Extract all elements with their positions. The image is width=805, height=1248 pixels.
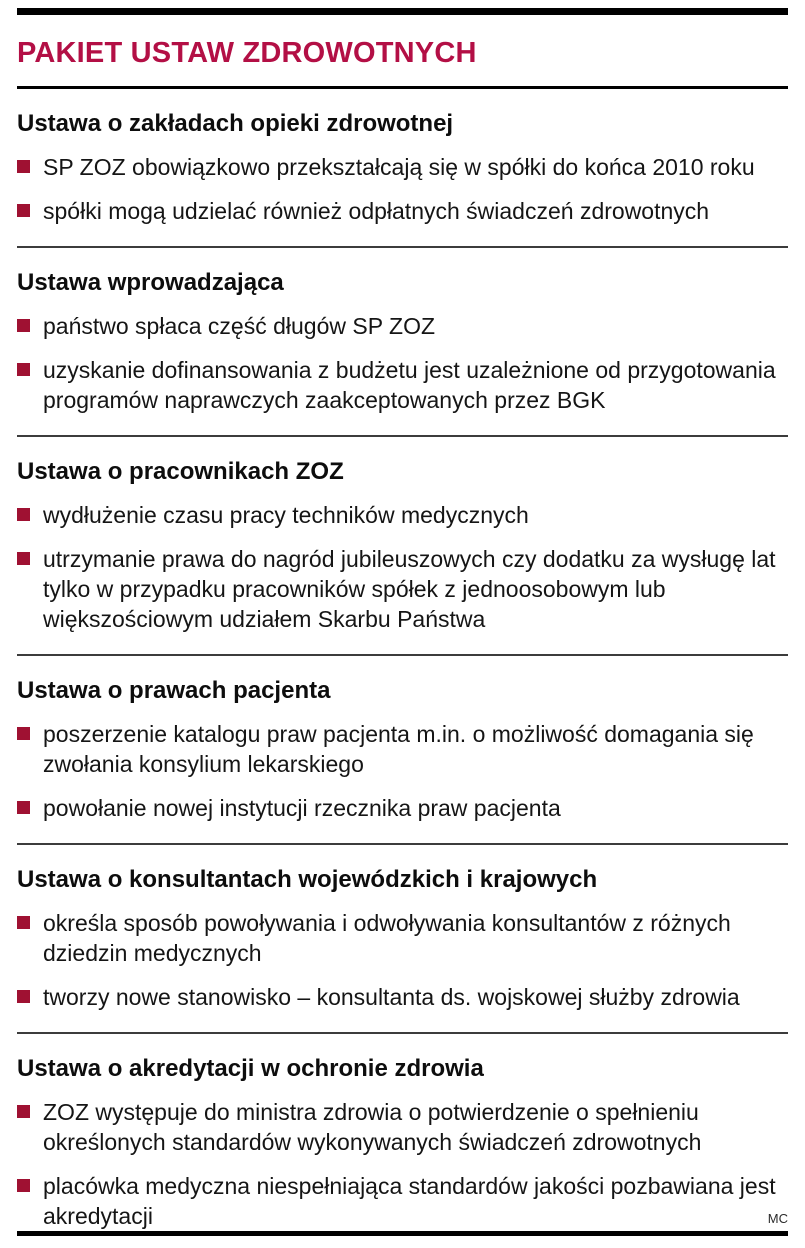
bullet-item xyxy=(17,1097,788,1157)
credit-text: MC xyxy=(767,1211,788,1226)
section-konsultanci xyxy=(17,845,788,1012)
section-prawa-pacjenta xyxy=(17,656,788,823)
bullet-square-icon xyxy=(17,727,30,740)
bullet-square-icon xyxy=(17,508,30,521)
bullet-square-icon xyxy=(17,990,30,1003)
bullet-square-icon xyxy=(17,204,30,217)
bullet-item-text: uzyskanie dofinansowania z budżetu jest uzależnione od przygotowania programów naprawczych zaakceptowanych przez BGK xyxy=(43,357,776,413)
bullet-item xyxy=(17,196,788,226)
section-pracownicy-zoz xyxy=(17,437,788,634)
bullet-item xyxy=(17,1171,788,1231)
bullet-item xyxy=(17,793,788,823)
section-heading: Ustawa o zakładach opieki zdrowotnej xyxy=(17,110,454,137)
bullet-item-text: wydłużenie czasu pracy techników medycznych xyxy=(43,502,529,528)
bullet-square-icon xyxy=(17,1179,30,1192)
section-heading: Ustawa o pracownikach ZOZ xyxy=(17,458,344,485)
bullet-item xyxy=(17,500,788,530)
bullet-item-text: placówka medyczna niespełniająca standardów jakości pozbawiana jest akredytacji xyxy=(43,1173,776,1229)
bullet-square-icon xyxy=(17,363,30,376)
page-title: PAKIET USTAW ZDROWOTNYCH xyxy=(17,37,477,69)
bullet-item xyxy=(17,908,788,968)
bullet-square-icon xyxy=(17,319,30,332)
bullet-item xyxy=(17,355,788,415)
bullet-square-icon xyxy=(17,1105,30,1118)
bullet-item xyxy=(17,311,788,341)
section-heading: Ustawa o prawach pacjenta xyxy=(17,677,331,704)
bullet-square-icon xyxy=(17,552,30,565)
bullet-item-text: powołanie nowej instytucji rzecznika praw pacjenta xyxy=(43,795,561,821)
section-heading: Ustawa o akredytacji w ochronie zdrowia xyxy=(17,1055,484,1082)
bullet-item-text: tworzy nowe stanowisko – konsultanta ds. wojskowej służby zdrowia xyxy=(43,984,740,1010)
bullet-item-text: ZOZ występuje do ministra zdrowia o potwierdzenie o spełnieniu określonych standardów wykonywanych świadczeń zdrowotnych xyxy=(43,1099,702,1155)
bullet-item xyxy=(17,719,788,779)
bottom-rule xyxy=(17,1231,788,1236)
bullet-square-icon xyxy=(17,160,30,173)
bullet-item-text: SP ZOZ obowiązkowo przekształcają się w spółki do końca 2010 roku xyxy=(43,154,755,180)
bullet-item xyxy=(17,544,788,634)
bullet-item xyxy=(17,982,788,1012)
bullet-square-icon xyxy=(17,801,30,814)
bullet-square-icon xyxy=(17,916,30,929)
section-heading: Ustawa o konsultantach wojewódzkich i krajowych xyxy=(17,866,598,893)
section-wprowadzajaca xyxy=(17,248,788,415)
top-rule xyxy=(17,8,788,15)
bullet-item-text: określa sposób powoływania i odwoływania konsultantów z różnych dziedzin medycznych xyxy=(43,910,731,966)
bullet-item-text: poszerzenie katalogu praw pacjenta m.in. o możliwość domagania się zwołania konsylium lekarskiego xyxy=(43,721,754,777)
bullet-item-text: utrzymanie prawa do nagród jubileuszowych czy dodatku za wysługę lat tylko w przypadku pracowników spółek z jednoosobowym lub większościowym udziałem Skarbu Państwa xyxy=(43,546,776,632)
bullet-item xyxy=(17,152,788,182)
section-zaklady-opieki xyxy=(17,89,788,226)
bullet-item-text: państwo spłaca część długów SP ZOZ xyxy=(43,313,436,339)
bullet-item-text: spółki mogą udzielać również odpłatnych świadczeń zdrowotnych xyxy=(43,198,710,224)
section-akredytacja xyxy=(17,1034,788,1231)
section-heading: Ustawa wprowadzająca xyxy=(17,269,284,296)
